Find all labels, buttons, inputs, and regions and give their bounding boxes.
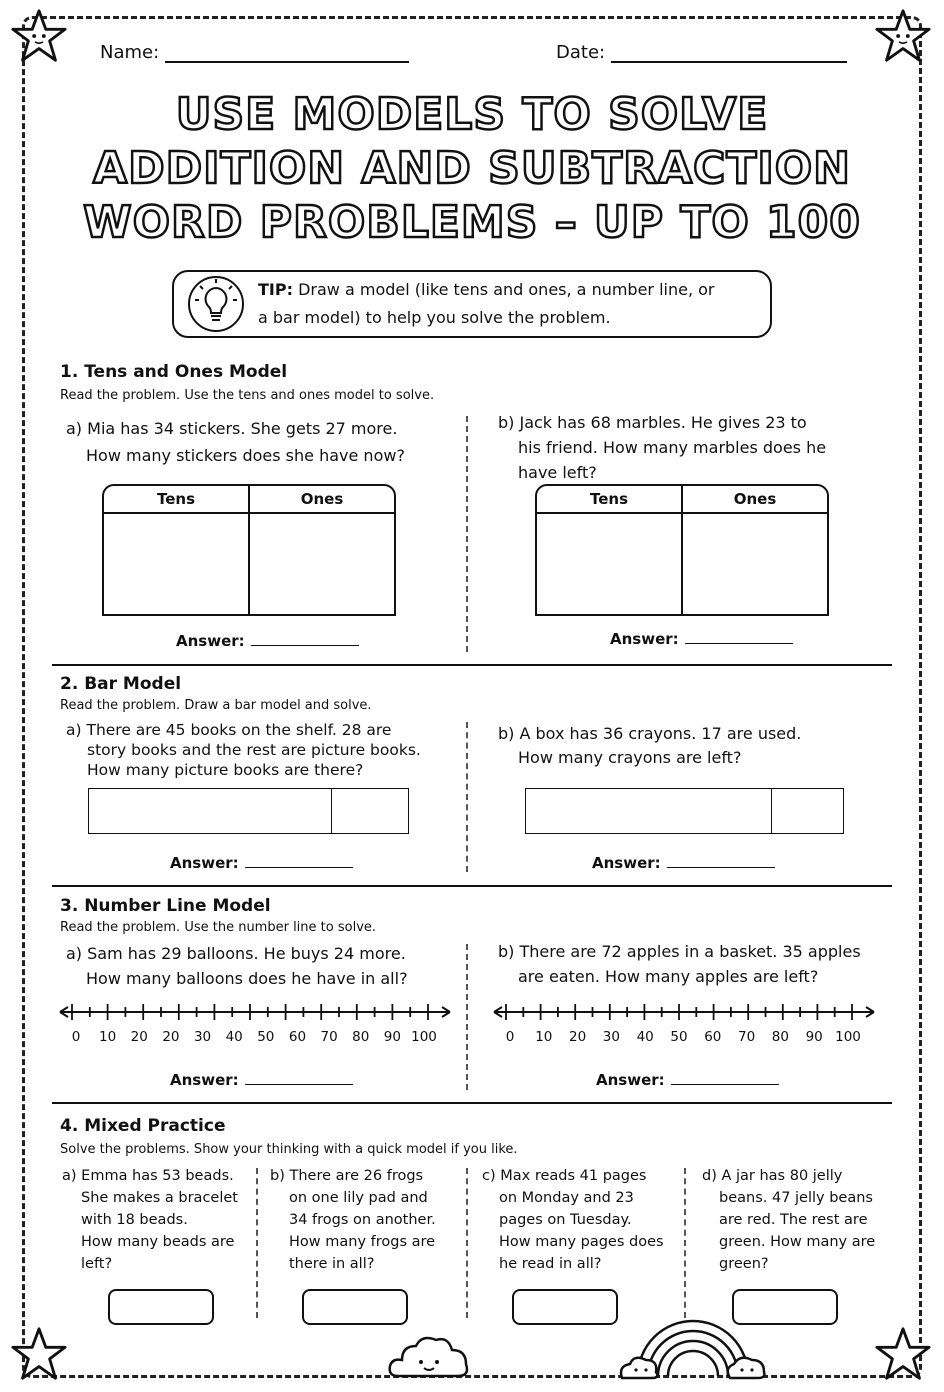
star-icon [10,8,68,66]
number-line-label: 0 [505,1029,515,1045]
section-1-title: 1. Tens and Ones Model [60,362,288,382]
ones-header: Ones [733,490,777,508]
number-line-label: 90 [805,1029,823,1045]
number-line-label: 30 [193,1029,212,1045]
column-divider [466,944,468,1090]
page-title [40,88,904,250]
answer-3a[interactable]: Answer: [170,1071,353,1089]
name-label: Name: [100,42,160,63]
problem-2a: a) There are 45 books on the shelf. 28 are story books and the rest are picture books. How many picture books are there? [66,721,421,779]
title-line-3: WORD PROBLEMS – UP TO 100 [83,197,861,248]
number-line-label: 10 [535,1029,553,1045]
answer-line[interactable] [667,856,775,868]
lightbulb-icon [174,272,258,336]
column-divider [466,722,468,872]
bar-segment[interactable] [526,789,772,833]
number-line-label: 60 [704,1029,722,1045]
number-line-label: 60 [288,1029,307,1045]
answer-box-4a[interactable] [108,1289,214,1325]
star-icon [874,1326,932,1384]
answer-line[interactable] [245,1073,353,1085]
answer-3b[interactable]: Answer: [596,1071,779,1089]
tens-ones-chart-a[interactable] [102,484,396,616]
number-line-b[interactable] [494,1000,874,1028]
section-3-instruction: Read the problem. Use the number line to solve. [60,920,377,935]
column-divider [466,1168,468,1318]
title-line-2: ADDITION AND SUBTRACTION [93,143,851,194]
answer-box-4c[interactable] [512,1289,618,1325]
number-line-label: 70 [320,1029,338,1045]
date-label: Date: [556,42,606,63]
answer-line[interactable] [685,632,793,644]
number-line-label: 30 [602,1029,620,1045]
section-divider [52,1102,892,1104]
bar-segment[interactable] [772,789,843,833]
section-divider [52,885,892,887]
bar-model-a[interactable] [88,788,409,834]
answer-line[interactable] [251,634,359,646]
answer-2a[interactable]: Answer: [170,854,353,872]
section-3-title: 3. Number Line Model [60,896,271,916]
problem-1b: b) Jack has 68 marbles. He gives 23 to his friend. How many marbles does he have left? [498,413,827,482]
problem-4c: c) Max reads 41 pages on Monday and 23 pages on Tuesday. How many pages does he read in all? [482,1168,664,1272]
section-2-title: 2. Bar Model [60,674,182,694]
tip-text: TIP: Draw a model (like tens and ones, a number line, or a bar model) to help you solve the problem. [258,280,715,327]
tens-header: Tens [104,486,250,512]
problem-3b: b) There are 72 apples in a basket. 35 apples are eaten. How many apples are left? [498,942,861,986]
answer-line[interactable] [245,856,353,868]
answer-box-4b[interactable] [302,1289,408,1325]
date-line[interactable] [611,45,847,63]
section-4-title: 4. Mixed Practice [60,1116,226,1136]
answer-1b[interactable]: Answer: [610,630,793,648]
bar-segment[interactable] [89,789,332,833]
problem-1a: a) Mia has 34 stickers. She gets 27 more. How many stickers does she have now? [66,419,405,465]
number-line-label: 80 [771,1029,789,1045]
ones-header: Ones [300,490,344,508]
bar-model-b[interactable] [525,788,844,834]
number-line-label: 20 [130,1029,148,1045]
number-line-label: 40 [225,1029,243,1045]
section-2-instruction: Read the problem. Draw a bar model and solve. [60,698,372,713]
answer-2b[interactable]: Answer: [592,854,775,872]
name-field[interactable] [100,42,409,63]
tens-header: Tens [537,486,683,512]
number-line-label: 0 [71,1029,81,1045]
title-line-1: USE MODELS TO SOLVE [175,89,769,140]
number-line-label: 40 [636,1029,654,1045]
answer-line[interactable] [671,1073,779,1085]
problem-4a: a) Emma has 53 beads. She makes a bracelet with 18 beads. How many beads are left? [62,1168,238,1272]
cloud-icon [386,1330,472,1386]
tip-box [172,270,772,338]
column-divider [256,1168,258,1318]
section-1-instruction: Read the problem. Use the tens and ones model to solve. [60,388,435,403]
problem-3a: a) Sam has 29 balloons. He buys 24 more. How many balloons does he have in all? [66,944,408,988]
number-line-label: 50 [257,1029,275,1045]
number-line-label: 100 [835,1029,861,1045]
problem-2b: b) A box has 36 crayons. 17 are used. How many crayons are left? [498,724,802,767]
date-field[interactable] [556,42,847,63]
section-4-instruction: Solve the problems. Show your thinking with a quick model if you like. [60,1142,518,1157]
ones-cell[interactable] [250,514,394,614]
problem-4b: b) There are 26 frogs on one lily pad and 34 frogs on another. How many frogs are there in all? [270,1168,436,1272]
tens-cell[interactable] [104,514,250,614]
rainbow-icon [618,1306,768,1384]
number-line-label: 70 [738,1029,756,1045]
star-icon [10,1326,68,1384]
number-line-a[interactable] [60,1000,440,1028]
number-line-label: 20 [162,1029,180,1045]
number-line-label: 20 [569,1029,587,1045]
number-line-label: 80 [352,1029,370,1045]
tens-cell[interactable] [537,514,683,614]
name-line[interactable] [165,45,409,63]
number-line-label: 10 [99,1029,117,1045]
tip-label: TIP: [258,280,293,299]
column-divider [466,416,468,652]
section-divider [52,664,892,666]
star-icon [874,8,932,66]
answer-1a[interactable]: Answer: [176,632,359,650]
tens-ones-chart-b[interactable] [535,484,829,616]
ones-cell[interactable] [683,514,827,614]
problem-4d: d) A jar has 80 jelly beans. 47 jelly beans are red. The rest are green. How many are green? [702,1168,876,1272]
number-line-label: 90 [383,1029,401,1045]
number-line-label: 50 [670,1029,688,1045]
bar-segment[interactable] [332,789,408,833]
number-line-label: 100 [411,1029,437,1045]
column-divider [684,1168,686,1318]
